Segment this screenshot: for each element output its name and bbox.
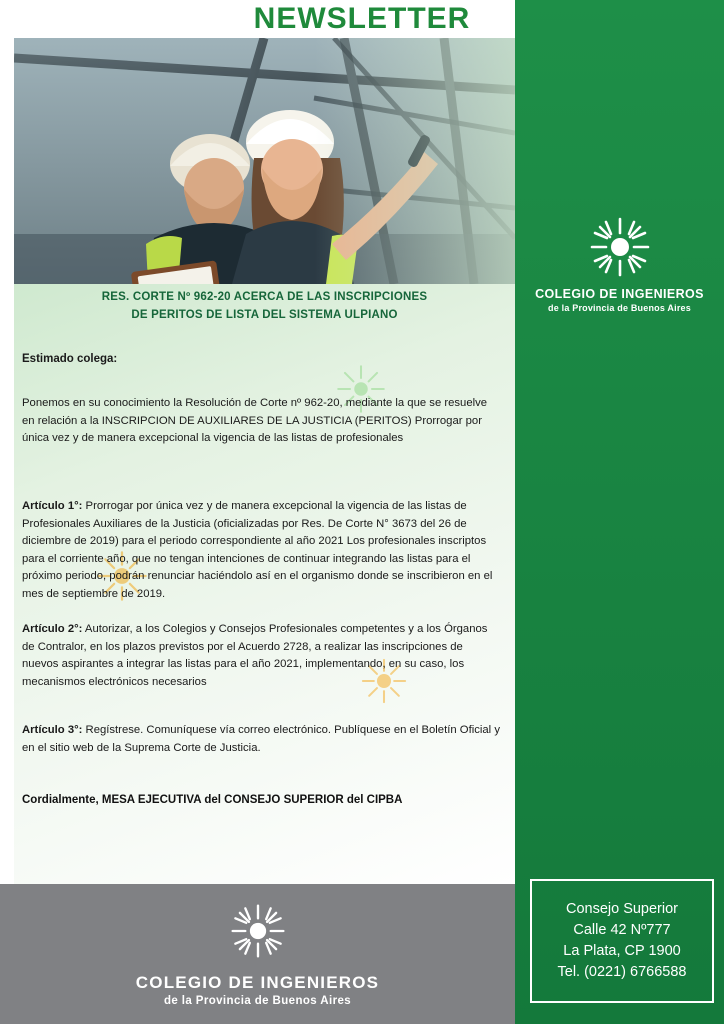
contact-box [530,879,714,1003]
brand-subtitle-right: de la Provincia de Buenos Aires [548,303,691,313]
page-title: NEWSLETTER [253,2,471,35]
article-2-label: Artículo 2°: [22,623,83,636]
footer-brand [0,884,515,1024]
brand-logo-right [515,215,724,313]
article-2-text: Autorizar, a los Colegios y Consejos Profesionales competentes y a los Órganos de Contralor, en los plazos previstos por el Acuerdo 2728, a realizar las inscripciones de nuevos aspirantes a integrar las listas para el año 2021, implementando, en su caso, los mecanismos electrónicos necesarios [22,623,488,688]
right-brand-column [515,0,724,1024]
headline-line-2: DE PERITOS DE LISTA DEL SISTEMA ULPIANO [131,309,398,321]
paragraph-article-3 [22,722,500,757]
paragraph-article-1 [22,498,500,603]
document-body [14,284,515,884]
article-3-label: Artículo 3°: [22,724,83,737]
article-1-label: Artículo 1°: [22,500,83,513]
document-headline [14,288,515,324]
contact-line-1: Consejo Superior [565,901,679,917]
sun-burst-icon-footer [229,902,287,965]
signoff-text: Cordialmente, MESA EJECUTIVA del CONSEJO SUPERIOR del CIPBA [22,794,403,806]
contact-line-2: Calle 42 Nº777 [573,922,671,938]
contact-line-3: La Plata, CP 1900 [563,943,681,959]
contact-line-4: Tel. (0221) 6766588 [557,964,687,980]
footer-band [0,884,515,1024]
brand-subtitle-footer: de la Provincia de Buenos Aires [163,994,352,1007]
paragraph-article-2 [22,621,500,691]
brand-name-right: COLEGIO DE INGENIEROS [535,287,704,301]
brand-name-footer: COLEGIO DE INGENIEROS [135,972,380,992]
greeting-text: Estimado colega: [22,353,118,365]
headline-line-1: RES. CORTE Nº 962-20 ACERCA DE LAS INSCRIPCIONES [101,291,428,303]
hero-photo [14,38,515,284]
article-3-text: Regístrese. Comuníquese vía correo electrónico. Publíquese en el Boletín Oficial y en el sitio web de la Suprema Corte de Justicia. [22,724,500,754]
paragraph-intro: Ponemos en su conocimiento la Resolución de Corte nº 962-20, mediante la que se resuelve en relación a la INSCRIPCION DE AUXILIARES DE LA JUSTICIA (PERITOS) Prorrogar por única vez y de manera excepcional la vigencia de las listas de profesionales [22,397,488,445]
sun-burst-icon [515,215,724,279]
article-1-text: Prorrogar por única vez y de manera excepcional la vigencia de las listas de Profesionales Auxiliares de la Justicia (oficializadas por Res. De Corte N° 3673 del 26 de diciembre de 2019) para el periodo correspondiente al año 2021 Los profesionales inscriptos para el corriente año, que no tengan intenciones de continuar integrando las listas para el próximo periodo, podrán renunciar haciéndolo así en el organismo donde se inscribieron en el mes de septiembre de 2019. [22,500,493,600]
